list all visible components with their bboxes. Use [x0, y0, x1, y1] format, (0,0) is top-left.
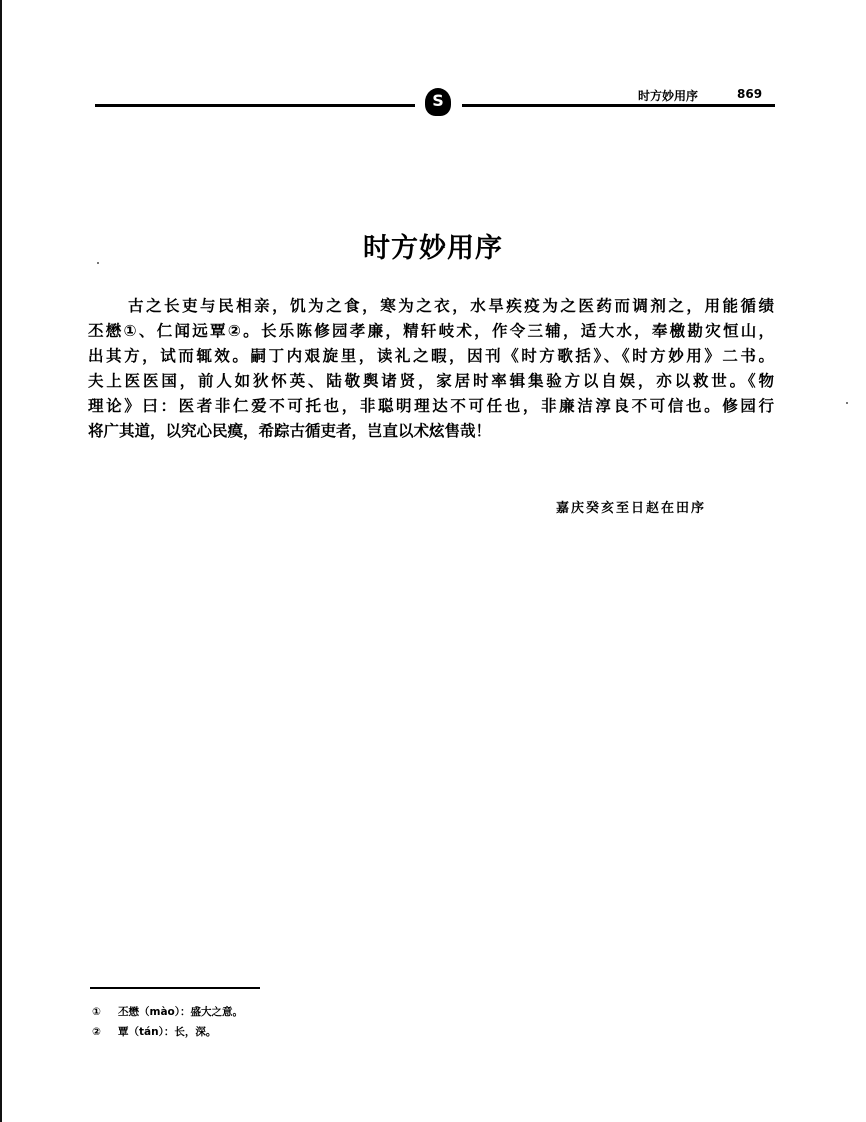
- body-line: 将广其道，以究心民瘼，希踪古循吏者，岂直以术炫售哉！: [88, 422, 492, 440]
- header-rule-right: [462, 104, 775, 107]
- signature: 嘉庆癸亥至日赵在田序: [556, 501, 707, 516]
- scan-speck: [846, 402, 848, 404]
- running-title: 时方妙用序: [638, 89, 699, 103]
- scan-speck: [97, 262, 99, 264]
- page-title: 时方妙用序: [363, 233, 503, 264]
- emblem-logo: S: [425, 88, 451, 116]
- footnote-rule: [90, 987, 260, 989]
- body-line: 理论》曰：医者非仁爱不可托也，非聪明理达不可任也，非廉洁淳良不可信也。修园行: [88, 397, 774, 415]
- footnote-text: 丕懋（mào）：盛大之意。: [118, 1006, 243, 1018]
- header-rule-left: [95, 104, 415, 107]
- body-line: 出其方，试而辄效。嗣丁内艰旋里，读礼之暇，因刊《时方歌括》、《时方妙用》二书。: [88, 347, 774, 365]
- footnote-mark: ②: [92, 1026, 101, 1038]
- footnote-1: [92, 1004, 243, 1019]
- body-line: 古之长吏与民相亲，饥为之食，寒为之衣，水旱疾疫为之医药而调剂之，用能循绩: [128, 297, 774, 315]
- footnote-text: 覃（tán）：长，深。: [118, 1026, 217, 1038]
- footnote-2: [92, 1024, 216, 1039]
- body-line: 丕懋①、仁闻远覃②。长乐陈修园孝廉，精轩岐术，作令三辅，适大水，奉檄勘灾恒山，: [88, 322, 774, 340]
- body-line: 夫上医医国，前人如狄怀英、陆敬舆诸贤，家居时率辑集验方以自娱，亦以救世。《物: [88, 372, 774, 390]
- preface-body: [88, 294, 774, 444]
- page-number: 869: [737, 87, 763, 101]
- footnote-mark: ①: [92, 1006, 101, 1018]
- page-edge: [0, 0, 2, 1122]
